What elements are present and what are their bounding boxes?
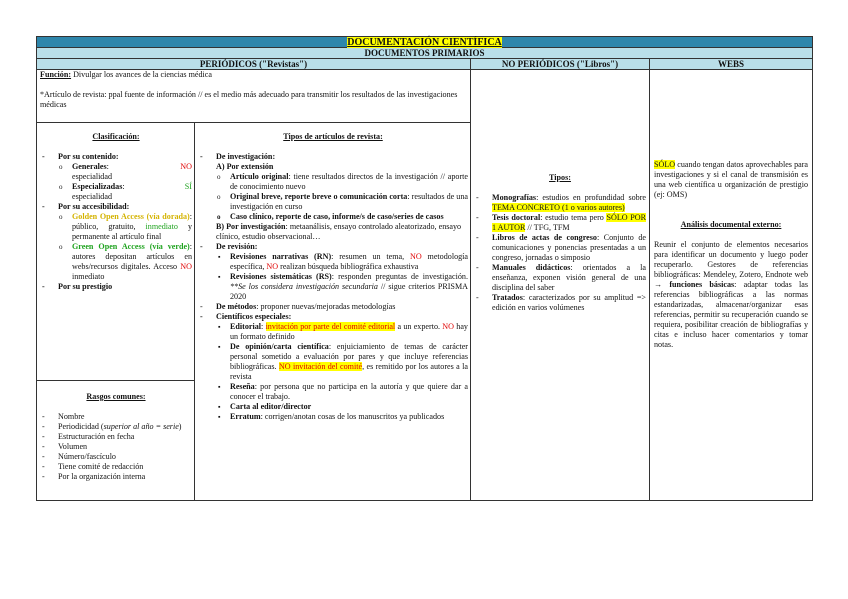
- list-item: - Por su contenido:: [40, 152, 192, 162]
- list-item: - Tesis doctoral: estudio tema pero SÓLO POR 1 AUTOR // TFG, TFM: [474, 213, 646, 233]
- subtitle-bar: DOCUMENTOS PRIMARIOS: [36, 48, 813, 59]
- list-item: - De métodos: proponer nuevas/mejoradas metodologías: [198, 302, 468, 312]
- list-item: ▪ Editorial: invitación por parte del comité editorial a un experto. NO hay un formato definido: [198, 322, 468, 342]
- list-item: - Por su accesibilidad:: [40, 202, 192, 212]
- list-item: o Golden Open Access (vía dorada): público, gratuito, inmediato y permanente al artículo final: [40, 212, 192, 242]
- clasificacion-block: [40, 132, 192, 292]
- list-item: - Libros de actas de congreso: Conjunto de comunicaciones y ponencias presentadas a un congreso, jornadas o simposio: [474, 233, 646, 263]
- funcion-note: *Artículo de revista: ppal fuente de información // es el medio más adecuado para transmitir los resultados de las investigaciones médicas: [40, 90, 458, 109]
- list-item: o Caso clínico, reporte de caso, informe/s de caso/series de casos: [198, 212, 468, 222]
- column-no-periodicos: [471, 70, 650, 500]
- list-item: - Manuales didácticos: orientados a la enseñanza, exponen visión general de una disciplina del saber: [474, 263, 646, 293]
- list-item: - Número/fascículo: [40, 452, 192, 462]
- no-periodicos-block: [474, 173, 646, 313]
- list-item: ▪ Revisiones narrativas (RN): resumen un tema, NO metodología específica, NO realizan búsqueda bibliográfica exhaustiva: [198, 252, 468, 272]
- document-table: [36, 36, 813, 501]
- tipos-block: [198, 132, 468, 422]
- column-periodicos: [37, 70, 471, 500]
- doc-title: DOCUMENTACIÓN CIENTÍFICA: [347, 37, 502, 48]
- list-item: ▪ Erratum: corrigen/anotan cosas de los manuscritos ya publicados: [198, 412, 468, 422]
- list-item: - Estructuración en fecha: [40, 432, 192, 442]
- clasificacion-heading: Clasificación:: [92, 132, 140, 141]
- tipos-heading: Tipos de artículos de revista:: [283, 132, 383, 141]
- list-item: o Especializadas: SÍ especialidad: [40, 182, 192, 202]
- list-item: ▪ Carta al editor/director: [198, 402, 468, 412]
- funcion-block: [40, 70, 468, 110]
- webs-solo: SÓLO cuando tengan datos aprovechables para investigaciones y si el canal de transmisión es una web científica u organización de prestigio (ej: OMS): [654, 160, 808, 199]
- no-periodicos-heading: Tipos:: [549, 173, 571, 182]
- list-item: - Volumen: [40, 442, 192, 452]
- header-periodicos: PERIÓDICOS ("Revistas"): [37, 59, 471, 69]
- list-item: o Artículo original: tiene resultados directos de la investigación // aporte de conocimiento nuevo: [198, 172, 468, 192]
- clasificacion-column: [37, 122, 195, 500]
- funcion-text: Divulgar los avances de la ciencias médica: [71, 70, 212, 79]
- content-grid: [36, 70, 813, 501]
- column-webs: [650, 70, 812, 500]
- rasgos-block: [40, 392, 192, 482]
- list-item: - Por la organización interna: [40, 472, 192, 482]
- list-item: - Científicos especiales:: [198, 312, 468, 322]
- list-item: ▪ De opinión/carta científica: enjuiciamiento de temas de carácter personal sometido a evaluación por pares y que incluye referencias bibliográficas. NO invitación del comité, es remitido por los autores a la revista: [198, 342, 468, 382]
- list-item: - De investigación:: [198, 152, 468, 162]
- title-bar: [36, 36, 813, 48]
- divider: [37, 380, 194, 381]
- list-item: o Green Open Access (vía verde): autores depositan artículos en webs/recursos digitales. Acceso NO inmediato: [40, 242, 192, 282]
- list-item: ▪ Reseña: por persona que no participa en la autoría y que quiere dar a conocer el trabajo.: [198, 382, 468, 402]
- list-item: - Tiene comité de redacción: [40, 462, 192, 472]
- list-item: o Generales: NO especialidad: [40, 162, 192, 182]
- list-item: ▪ Revisiones sistemáticas (RS): responden preguntas de investigación. **Se los considera investigación secundaria // sigue criterios PRISMA 2020: [198, 272, 468, 302]
- header-webs: WEBS: [717, 59, 744, 69]
- list-item: - Tratados: caracterizados por su amplitud => edición en varios volúmenes: [474, 293, 646, 313]
- column-headers: [36, 59, 813, 70]
- list-item: - Periodicidad (superior al año = serie): [40, 422, 192, 432]
- header-no-periodicos: NO PERIÓDICOS ("Libros"): [471, 59, 650, 69]
- list-item: - Monografías: estudios en profundidad sobre TEMA CONCRETO (1 o varios autores): [474, 193, 646, 213]
- list-item: A) Por extensión: [216, 162, 274, 171]
- list-item: - Nombre: [40, 412, 192, 422]
- list-item: o Original breve, reporte breve o comunicación corta: resultados de una investigación en curso: [198, 192, 468, 212]
- funcion-label: Función:: [40, 70, 72, 79]
- analisis-text: Reunir el conjunto de elementos necesarios para identificar un documento y luego poder recuperarlo. Gestores de referencias bibliográficas: Mendeley, Zotero, Endnote web → funciones básicas: adaptar todas las referencias bibliográficas a las normas estandarizadas, almacenar/organizar esas referencias, permitir su recuperación cuando se requiera, posibilitar creación de bibliografías y citas e incluso hacer comentarios y tomar notas.: [654, 240, 809, 349]
- analisis-heading: Análisis documental externo:: [680, 220, 782, 229]
- list-item: - Por su prestigio: [40, 282, 192, 292]
- list-item: B) Por investigación: metaanálisis, ensayo controlado aleatorizado, ensayo clínico, estudio observacional…: [216, 222, 462, 241]
- webs-block: [654, 160, 808, 350]
- list-item: - De revisión:: [198, 242, 468, 252]
- rasgos-heading: Rasgos comunes:: [86, 392, 146, 401]
